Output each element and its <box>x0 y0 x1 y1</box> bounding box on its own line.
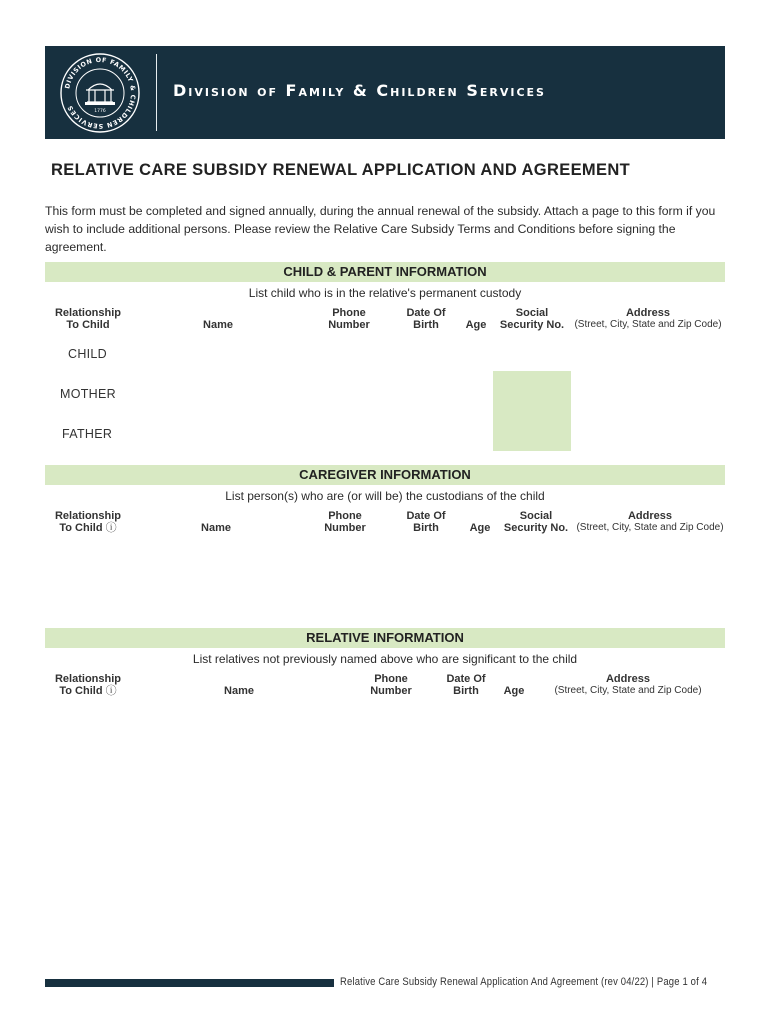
form-title: RELATIVE CARE SUBSIDY RENEWAL APPLICATION AND AGREEMENT <box>51 161 631 179</box>
col-phone: Phone Number <box>328 307 370 331</box>
section-subheading-child-parent: List child who is in the relative's permanent custody <box>248 286 522 300</box>
col-dob: Date Of Birth <box>406 510 446 534</box>
col-address: Address (Street, City, State and Zip Code) <box>574 307 722 330</box>
svg-text:DIVISION OF FAMILY & CHILDREN <box>63 56 137 130</box>
col-dob: Date Of Birth <box>406 307 446 331</box>
col-relationship: Relationship To Child <box>54 307 121 331</box>
col-age: Age <box>465 319 487 331</box>
ssn-shaded-cells <box>493 371 571 451</box>
footer-text: Relative Care Subsidy Renewal Application And Agreement (rev 04/22) | Page 1 of 4 <box>340 976 708 988</box>
row-label-mother: MOTHER <box>60 387 116 401</box>
col-age: Age <box>469 522 491 534</box>
intro-text: This form must be completed and signed annually, during the annual renewal of the subsidy. Attach a page to this form if you wish to include additional persons. Please review the Relative Care Subsidy Terms and Conditions before signing the agreement. <box>45 204 716 254</box>
section-heading-child-parent: CHILD & PARENT INFORMATION <box>45 262 725 282</box>
col-name: Name <box>224 685 254 697</box>
agency-name: Division of Family & Children Services <box>173 81 546 100</box>
col-dob: Date Of Birth <box>446 673 486 697</box>
footer-rule <box>45 979 334 987</box>
col-relationship: Relationship To Child ⓘ <box>54 673 121 697</box>
col-phone: Phone Number <box>370 673 412 697</box>
section-heading-caregiver: CAREGIVER INFORMATION <box>45 465 725 485</box>
info-icon[interactable]: ⓘ <box>105 522 117 534</box>
col-relationship: Relationship To Child ⓘ <box>54 510 121 534</box>
col-phone: Phone Number <box>324 510 366 534</box>
section-heading-relative: RELATIVE INFORMATION <box>45 628 725 648</box>
col-address: Address (Street, City, State and Zip Code) <box>576 510 724 533</box>
col-ssn: Social Security No. <box>503 510 569 534</box>
section-subheading-caregiver: List person(s) who are (or will be) the custodians of the child <box>225 489 545 503</box>
section-subheading-relative: List relatives not previously named above who are significant to the child <box>192 652 578 666</box>
row-label-father: FATHER <box>62 427 113 441</box>
row-label-child: CHILD <box>68 347 108 361</box>
col-ssn: Social Security No. <box>499 307 565 331</box>
col-name: Name <box>201 522 231 534</box>
seal-year: 1776 <box>94 109 106 114</box>
col-age: Age <box>503 685 525 697</box>
info-icon[interactable]: ⓘ <box>105 685 117 697</box>
col-name: Name <box>203 319 233 331</box>
state-seal-icon <box>59 52 141 134</box>
header-banner <box>45 46 725 139</box>
banner-divider <box>156 54 157 131</box>
col-address: Address (Street, City, State and Zip Code) <box>554 673 702 696</box>
seal-text: DIVISION OF FAMILY & CHILDREN SERVICES <box>63 55 138 131</box>
